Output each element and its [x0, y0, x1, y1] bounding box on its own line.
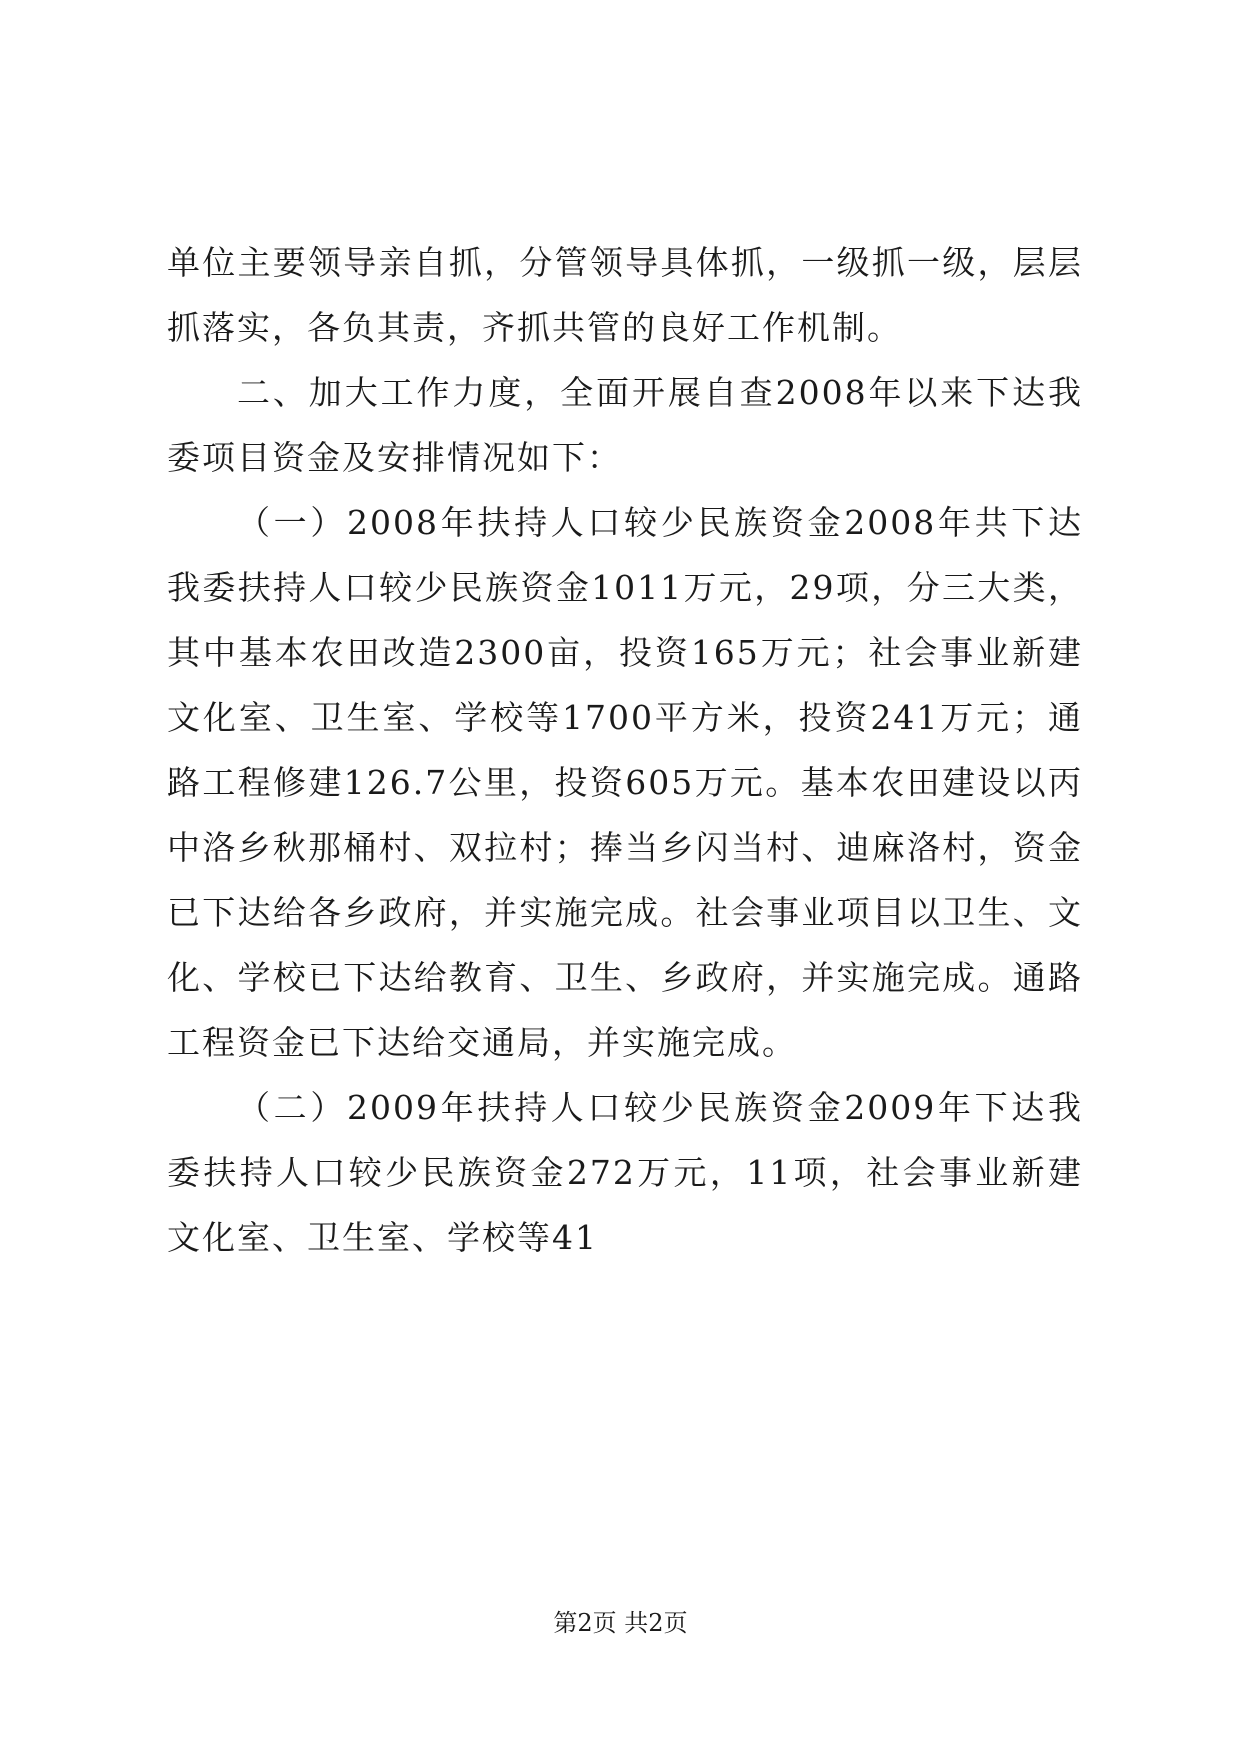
paragraph-4: （二）2009年扶持人口较少民族资金2009年下达我委扶持人口较少民族资金272万元，11项，社会事业新建文化室、卫生室、学校等41	[167, 1088, 1083, 1257]
paragraph-2: 二、加大工作力度，全面开展自查2008年以来下达我委项目资金及安排情况如下：	[167, 373, 1083, 477]
document-body	[167, 230, 1083, 1270]
paragraph-3: （一）2008年扶持人口较少民族资金2008年共下达我委扶持人口较少民族资金1011万元，29项，分三大类，其中基本农田改造2300亩，投资165万元；社会事业新建文化室、卫生室、学校等1700平方米，投资241万元；通路工程修建126.7公里，投资605万元。基本农田建设以丙中洛乡秋那桶村、双拉村；捧当乡闪当村、迪麻洛村，资金已下达给各乡政府，并实施完成。社会事业项目以卫生、文化、学校已下达给教育、卫生、乡政府，并实施完成。通路工程资金已下达给交通局，并实施完成。	[167, 503, 1083, 1062]
page-number-footer: 第2页 共2页	[553, 1609, 688, 1637]
paragraph-1: 单位主要领导亲自抓，分管领导具体抓，一级抓一级，层层抓落实，各负其责，齐抓共管的良好工作机制。	[167, 243, 1083, 347]
